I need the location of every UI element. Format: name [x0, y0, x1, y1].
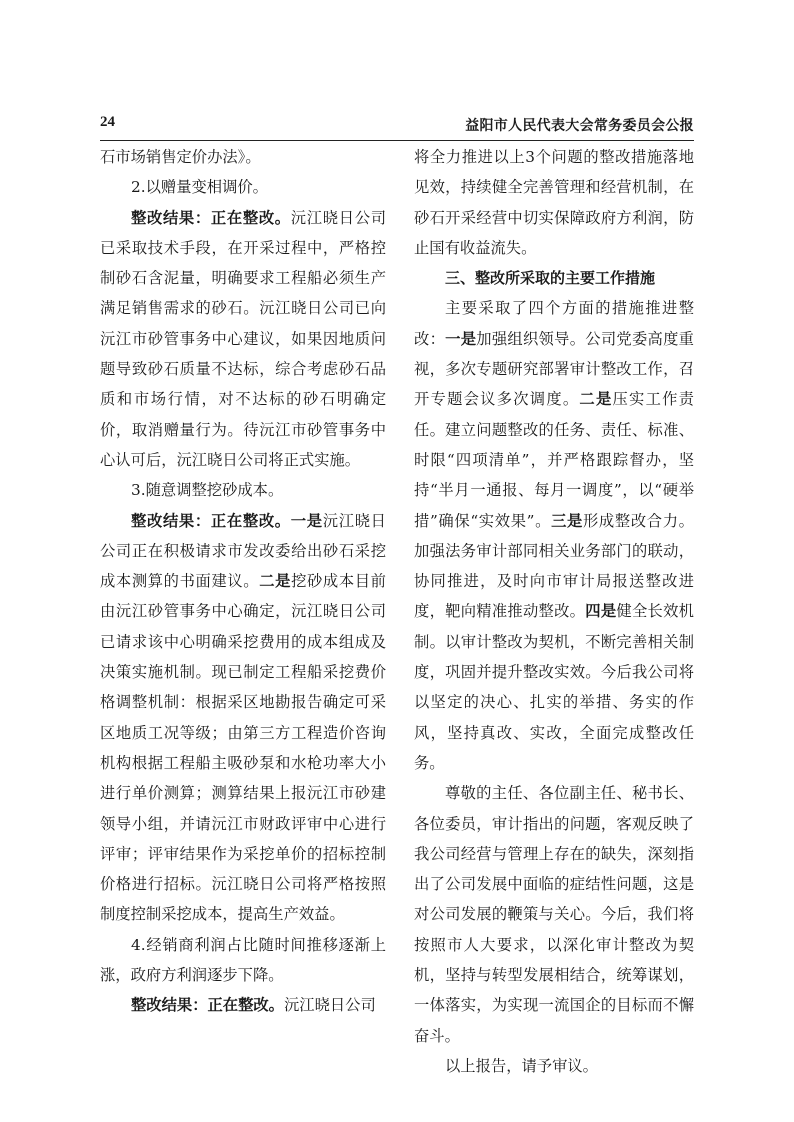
section-heading: 三、整改所采取的主要工作措施 — [445, 269, 656, 288]
text: 主要采取了四个方面的措施推进整改： — [414, 299, 694, 348]
point-label: 二是 — [579, 390, 613, 409]
text: 石市场销售定价办法》。 — [100, 148, 261, 166]
paragraph — [100, 142, 386, 172]
text: 3.随意调整挖砂成本。 — [131, 481, 284, 500]
text: 挖砂成本目前由沅江砂管事务中心确定，沅江晓日公司已请求该中心明确采挖费用的成本组成及决策实施机制。现已制定工程船采挖费价格调整机制：根据采区地勘报告确定可采区地质工况等级；由第三方工程造价咨询机构根据工程船主吸砂泵和水枪功率大小进行单价测算；测算结果上报沅江市砂建领导小组，并请沅江市财政评审中心进行评审；评审结果作为采挖单价的招标控制价格进行招标。沅江晓日公司将严格按照制度控制采挖成本，提高生产效益。 — [100, 572, 386, 924]
page-header — [100, 114, 694, 138]
point-label: 三是 — [551, 511, 583, 530]
result-3-paragraph — [100, 506, 386, 930]
left-column — [100, 142, 386, 1021]
text: 加强组织领导。公司党委高度重视，多次专题研究部署审计整改工作，召开专题会议多次调度。 — [414, 329, 694, 409]
page-number: 24 — [100, 114, 115, 130]
text: 沅江晓日公司已采取技术手段，在开采过程中，严格控制砂石含泥量，明确要求工程船必须生产满足销售需求的砂石。沅江晓日公司已向沅江市砂管事务中心建议，如果因地质问题导致砂石质量不达标，综合考虑砂石品质和市场行情，对不达标的砂石明确定价，取消赠量行为。待沅江市砂管事务中心认可后，沅江晓日公司将正式实施。 — [100, 208, 386, 469]
point-label: 一是 — [445, 329, 477, 348]
point-label: 四是 — [585, 602, 617, 621]
journal-title: 益阳市人民代表大会常务委员会公报 — [465, 118, 694, 134]
text: 将全力推进以上3个问题的整改措施落地见效，持续健全完善管理和经营机制，在砂石开采经营中切实保障政府方利润，防止国有收益流失。 — [414, 148, 694, 257]
text: 以上报告，请予审议。 — [445, 1056, 598, 1075]
text: 形成整改合力。加强法务审计部同相关业务部门的联动，协同推进，及时向市审计局报送整改进度，靶向精准推动整改。 — [414, 511, 694, 621]
result-label: 整改结果：正在整改。 — [131, 996, 284, 1015]
point-label: 一是 — [290, 511, 323, 530]
final-line — [414, 1051, 694, 1081]
text: 压实工作责任。建立问题整改的任务、责任、标准、时限“四项清单”，并严格跟踪督办，坚持“半月一通报、每月一调度”，以“硬举措”确保“实效果”。 — [414, 390, 694, 530]
result-4-paragraph — [100, 990, 386, 1020]
text: 4.经销商利润占比随时间推移逐渐上涨，政府方利润逐步下降。 — [100, 935, 386, 985]
result-label: 整改结果：正在整改。 — [131, 208, 291, 227]
point-label: 二是 — [259, 572, 292, 591]
paragraph — [414, 142, 694, 263]
text: 沅江晓日公司正在积极请求市发改委给出砂石采挖成本测算的书面建议。 — [100, 511, 386, 591]
text: 2.以赠量变相调价。 — [131, 178, 268, 197]
text: 尊敬的主任、各位副主任、秘书长、各位委员，审计指出的问题，客观反映了我公司经营与管理上存在的缺失，深刻指出了公司发展中面临的症结性问题，这是对公司发展的鞭策与关心。今后，我们将按照市人大要求，以深化审计整改为契机，坚持与转型发展相结合，统筹谋划，一体落实，为实现一流国企的目标而不懈奋斗。 — [414, 784, 694, 1045]
measures-paragraph — [414, 293, 694, 778]
issue-item-4 — [100, 930, 386, 991]
issue-item-2 — [100, 172, 386, 202]
right-column — [414, 142, 694, 1081]
text: 健全长效机制。以审计整改为契机，不断完善相关制度，巩固并提升整改实效。今后我公司将以坚定的决心、扎实的举措、务实的作风，坚持真改、实改，全面完成整改任务。 — [414, 602, 694, 772]
result-2-paragraph — [100, 203, 386, 476]
header-rule — [100, 140, 694, 141]
result-label: 整改结果：正在整改。 — [131, 511, 291, 530]
text: 沅江晓日公司 — [283, 996, 376, 1015]
closing-paragraph — [414, 778, 694, 1051]
issue-item-3 — [100, 475, 386, 505]
